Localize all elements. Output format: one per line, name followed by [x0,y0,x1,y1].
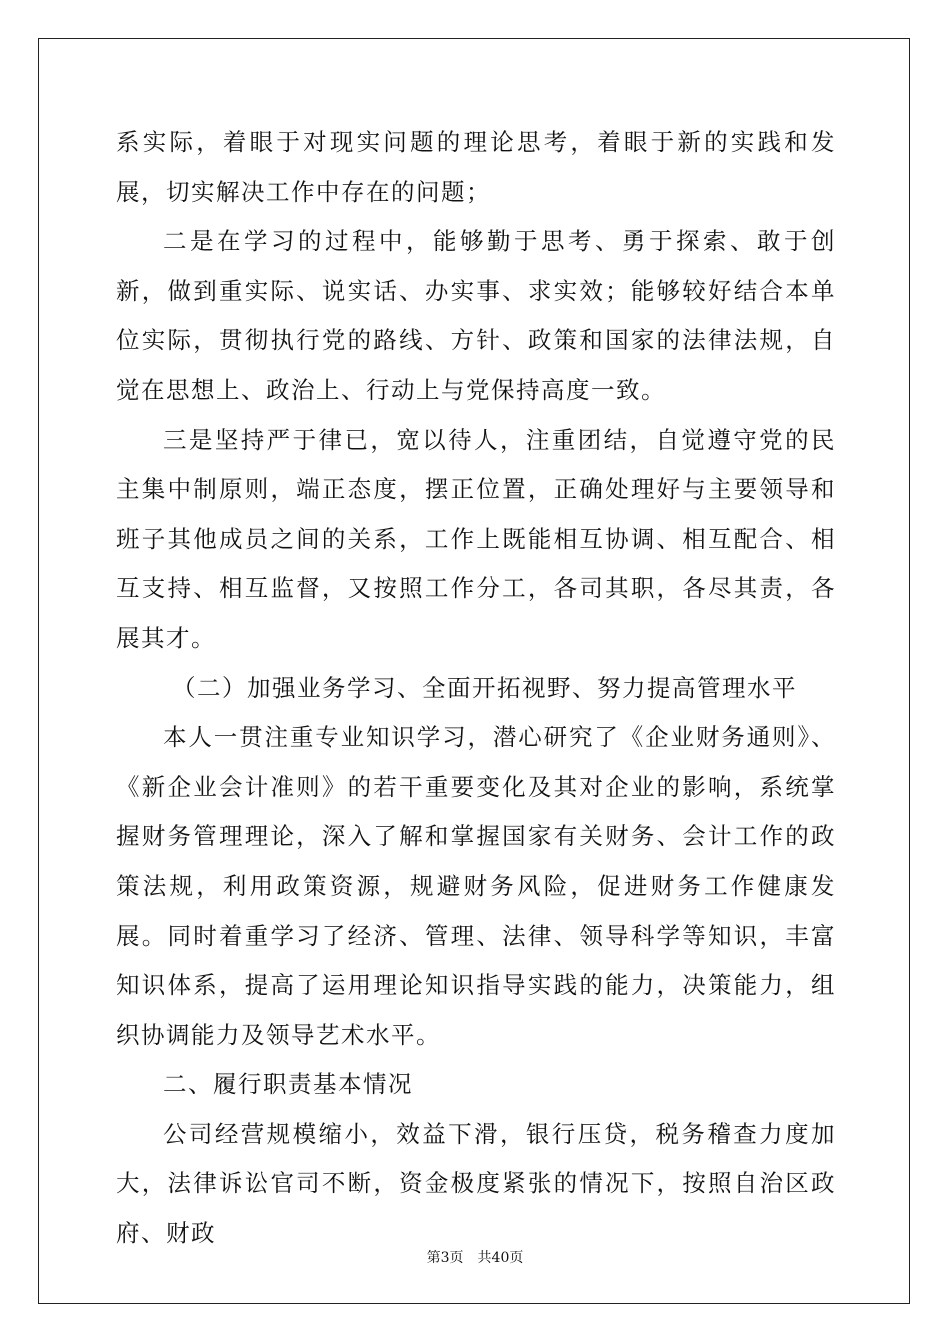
section-heading: 二、履行职责基本情况 [163,1070,413,1099]
document-body [116,118,836,1259]
paragraph-point-three: 三是坚持严于律已，宽以待人，注重团结，自觉遵守党的民主集中制原则，端正态度，摆正位置，正确处理好与主要领导和班子其他成员之间的关系，工作上既能相互协调、相互配合、相互支持、相互监督，又按照工作分工，各司其职，各尽其责，各展其才。 [116,425,836,652]
section-subheading: （二）加强业务学习、全面开拓视野、努力提高管理水平 [172,673,797,702]
paragraph-duties: 公司经营规模缩小，效益下滑，银行压贷，税务稽查力度加大，法律诉讼官司不断，资金极度紧张的情况下，按照自治区政府、财政 [116,1119,836,1248]
paragraph-business-study: 本人一贯注重专业知识学习，潜心研究了《企业财务通则》、《新企业会计准则》的若干重要变化及其对企业的影响，系统掌握财务管理理论，深入了解和掌握国家有关财务、会计工作的政策法规，利用政策资源，规避财务风险，促进财务工作健康发展。同时着重学习了经济、管理、法律、领导科学等知识，丰富知识体系，提高了运用理论知识指导实践的能力，决策能力，组织协调能力及领导艺术水平。 [116,723,836,1049]
page-number: 第3页 [426,1250,464,1266]
paragraph-continuation: 系实际，着眼于对现实问题的理论思考，着眼于新的实践和发展，切实解决工作中存在的问题； [116,128,836,206]
page-footer [0,1247,950,1267]
page-total: 共40页 [477,1250,524,1266]
paragraph-point-two: 二是在学习的过程中，能够勤于思考、勇于探索、敢于创新，做到重实际、说实话、办实事、求实效；能够较好结合本单位实际，贯彻执行党的路线、方针、政策和国家的法律法规，自觉在思想上、政治上、行动上与党保持高度一致。 [116,227,836,404]
